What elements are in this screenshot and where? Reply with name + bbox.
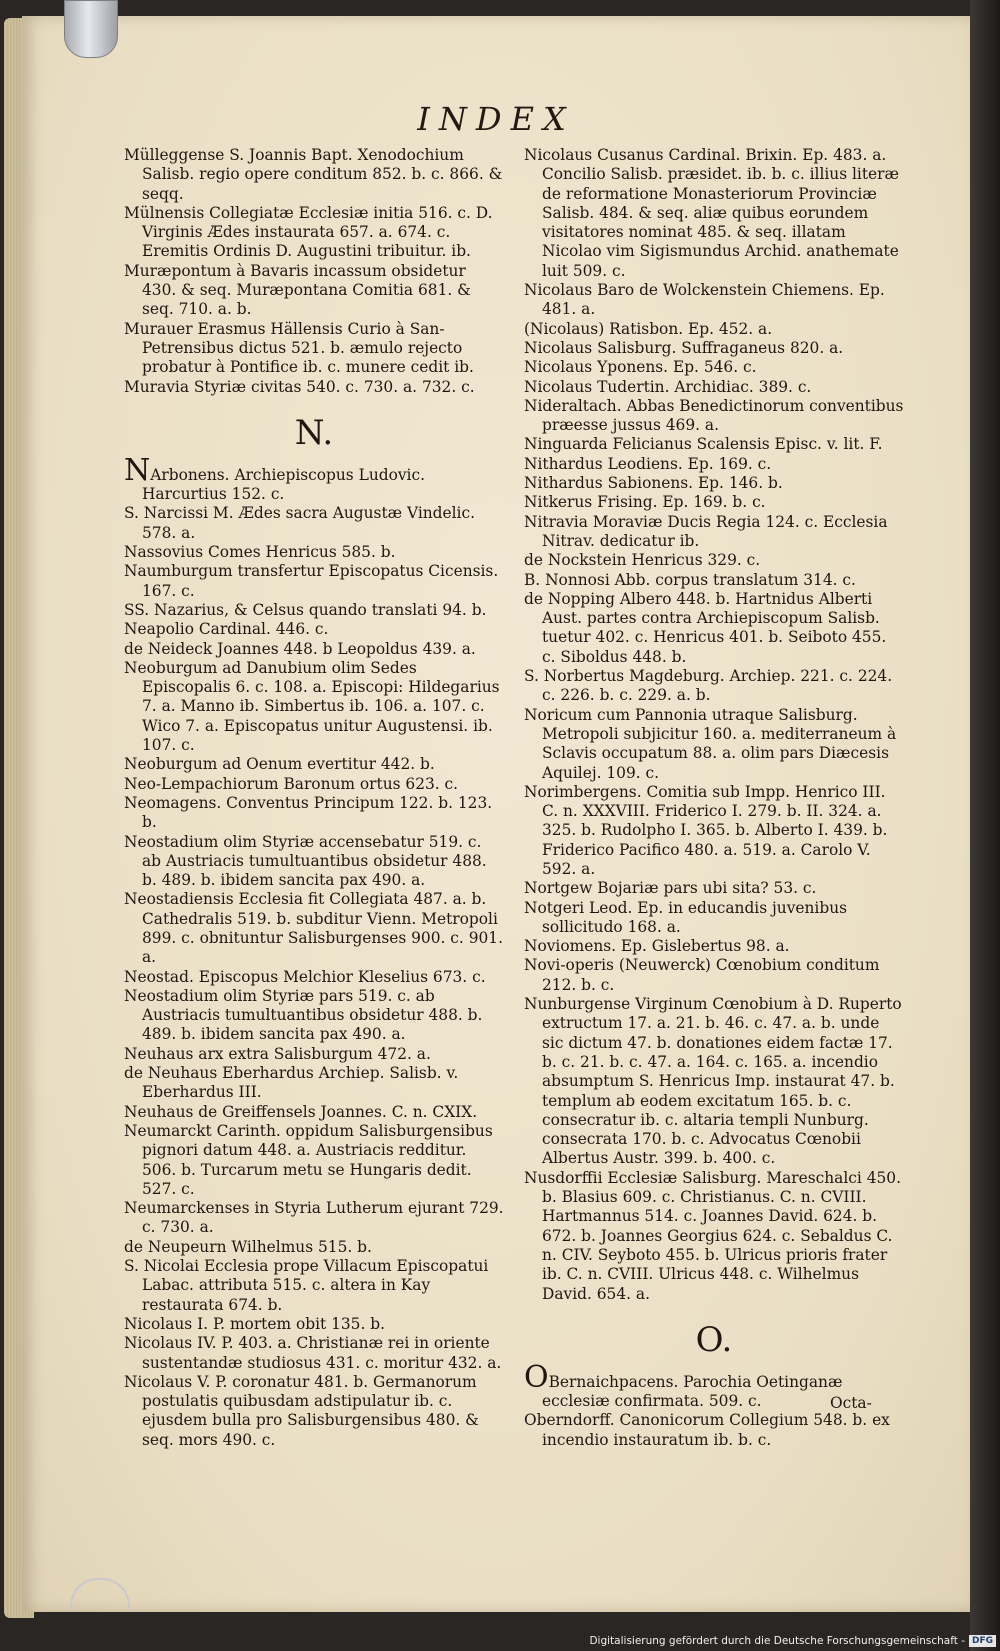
index-entry: Mülnensis Collegiatæ Ecclesiæ initia 516. c. D. Virginis Ædes instaurata 657. a. 674. c. Eremitis Ordinis D. Augustini tribuitur. ib.	[124, 203, 493, 261]
index-entry: Nicolaus Baro de Wolckenstein Chiemens. Ep. 481. a.	[524, 281, 885, 319]
index-entry: Mülleggense S. Joannis Bapt. Xenodochium Salisb. regio opere conditum 852. b. c. 866. & seqq.	[124, 146, 503, 203]
entry-text: Arbonens. Archiepiscopus Ludovic. Harcurtius 152. c.	[142, 465, 425, 504]
index-entry: Neostad. Episcopus Melchior Kleselius 673. c.	[124, 967, 486, 986]
index-entry: Neomagens. Conventus Principum 122. b. 123. b.	[124, 793, 493, 832]
footer-text: Digitalisierung gefördert durch die Deutsche Forschungsgemeinschaft -	[589, 1635, 965, 1647]
index-entry: Neoburgum ad Oenum evertitur 442. b.	[124, 755, 435, 774]
index-entry: Notgeri Leod. Ep. in educandis juvenibus sollicitudo 168. a.	[524, 898, 848, 936]
dfg-logo-icon: DFG	[969, 1635, 996, 1647]
index-entry: Nicolaus Cusanus Cardinal. Brixin. Ep. 483. a. Concilio Salisb. præsidet. ib. b. c. illius literæ de reformatione Monasteriorum Provinciæ Salisb. 484. & seq. aliæ quibus eorundem visitatores nominat 485. & seq. illatam Nicolao vim Sigismundus Archid. anathemate luit 509. c.	[524, 146, 899, 280]
digitization-footer	[560, 1632, 996, 1650]
index-entry: Nithardus Sabionens. Ep. 146. b.	[524, 474, 783, 493]
index-entry: Neumarckt Carinth. oppidum Salisburgensibus pignori datum 448. a. Austriacis redditur. 506. b. Turcarum metu se Hungaris dedit. 527. c.	[124, 1121, 493, 1198]
index-entry: de Nockstein Henricus 329. c.	[524, 551, 761, 570]
entry-text: Bernaichpacens. Parochia Oetinganæ ecclesiæ confirmata. 509. c.	[542, 1372, 843, 1411]
index-entry: B. Nonnosi Abb. corpus translatum 314. c.	[524, 570, 856, 589]
dark-margin	[970, 0, 1000, 1651]
index-entry: Nusdorffii Ecclesiæ Salisburg. Mareschalci 450. b. Blasius 609. c. Christianus. C. n. CVIII. Hartmannus 514. c. Joannes David. 624. b. 672. b. Joannes Georgius 624. c. Sebaldus C. n. CIV. Seyboto 455. b. Ulricus prioris frater ib. C. n. CVIII. Ulricus 448. c. Wilhelmus David. 654. a.	[524, 1168, 901, 1303]
index-entry: Ninguarda Felicianus Scalensis Episc. v. lit. F.	[524, 435, 883, 454]
index-entry: de Neuhaus Eberhardus Archiep. Salisb. v. Eberhardus III.	[124, 1064, 459, 1102]
page-title: INDEX	[417, 100, 575, 138]
index-entry-narbonens	[124, 452, 504, 505]
entries-after-n	[124, 504, 504, 1450]
index-entry: S. Nicolai Ecclesia prope Villacum Episcopatui Labac. attributa 515. c. altera in Kay restaurata 674. b.	[124, 1257, 489, 1314]
index-entry: Nicolaus Tudertin. Archidiac. 389. c.	[524, 377, 812, 396]
index-entry: Norimbergens. Comitia sub Impp. Henrico III. C. n. XXXVIII. Friderico I. 279. b. II. 324. a. 325. b. Rudolpho I. 365. b. Alberto I. 439. b. Friderico Pacifico 480. a. 519. a. Carolo V. 592. a.	[524, 782, 888, 878]
index-entry: Nideraltach. Abbas Benedictinorum conventibus præesse jussus 469. a.	[524, 396, 904, 435]
index-entry: Nicolaus V. P. coronatur 481. b. Germanorum postulatis quibusdam adstipulatur ib. c. ejusdem bulla pro Salisburgensibus 480. & seq. mors 490. c.	[124, 1372, 479, 1449]
index-entry: SS. Nazarius, & Celsus quando translati 94. b.	[124, 600, 487, 619]
page-clip	[64, 0, 118, 58]
index-entry: (Nicolaus) Ratisbon. Ep. 452. a.	[524, 319, 773, 338]
index-entry: Nunburgense Virginum Cœnobium à D. Ruperto extructum 17. a. 21. b. 46. c. 47. a. b. unde sic dictum 47. b. donationes eidem factæ 17. b. c. 21. b. c. 47. a. 164. c. 165. a. incendio absumptum S. Henricus Imp. instaurat 47. b. templum ab eodem excitatum 165. b. c. consecratur ib. c. altaria templi Nunburg. consecrata 170. b. c. Advocatus Cœnobii Albertus Austr. 399. b. 400. c.	[524, 995, 902, 1168]
entries-before-o	[524, 146, 904, 1304]
index-entry: Neostadium olim Styriæ pars 519. c. ab Austriacis tumultuantibus obsidetur 488. b. 489. b. ibidem sancita pax 490. a.	[124, 986, 483, 1044]
index-entry: de Neideck Joannes 448. b Leopoldus 439. a.	[124, 639, 476, 658]
index-entry: Neapolio Cardinal. 446. c.	[124, 620, 329, 639]
index-entry: Murauer Erasmus Hällensis Curio à San-Petrensibus dictus 521. b. æmulo rejecto probatur à Pontifice ib. c. munere cedit ib.	[124, 319, 474, 377]
index-entry: Neuhaus arx extra Salisburgum 472. a.	[124, 1044, 431, 1063]
index-entry: Neostadium olim Styriæ accensebatur 519. c. ab Austriacis tumultuantibus obsidetur 488. b. 489. b. ibidem sancita pax 490. a.	[124, 832, 487, 890]
catchword: Octa-	[830, 1394, 872, 1412]
index-entry: Muræpontum à Bavaris incassum obsidetur 430. & seq. Muræpontana Comitia 681. & seq. 710. a. b.	[124, 261, 471, 319]
index-entry: Neostadiensis Ecclesia fit Collegiata 487. a. b. Cathedralis 519. b. subditur Vienn. Metropoli 899. c. obnituntur Salisburgenses 900. c. 901. a.	[124, 890, 503, 967]
index-entry: Neoburgum ad Danubium olim Sedes Episcopalis 6. c. 108. a. Episcopi: Hildegarius 7. a. Manno ib. Simbertus ib. 106. a. 107. c. Wico 7. a. Episcopatus unitur Augustensi. ib. 107. c.	[124, 658, 500, 755]
entries-after-o	[524, 1411, 904, 1450]
index-entry: S. Norbertus Magdeburg. Archiep. 221. c. 224. c. 226. b. c. 229. a. b.	[524, 667, 893, 705]
index-entry: Novi-operis (Neuwerck) Cœnobium conditum 212. b. c.	[524, 956, 880, 994]
index-entry: Nicolaus I. P. mortem obit 135. b.	[124, 1314, 385, 1333]
index-entry: de Nopping Albero 448. b. Hartnidus Alberti Aust. partes contra Archiepiscopum Salisb. tuetur 402. c. Henricus 401. b. Seiboto 455. c. Siboldus 448. b.	[524, 589, 887, 666]
index-entry: Neuhaus de Greiffensels Joannes. C. n. CXIX.	[124, 1102, 478, 1121]
index-entry: Noviomens. Ep. Gislebertus 98. a.	[524, 937, 790, 956]
index-entry: Nicolaus Salisburg. Suffraganeus 820. a.	[524, 338, 844, 357]
index-entry: Nortgew Bojariæ pars ubi sita? 53. c.	[524, 879, 817, 898]
index-entry: Nicolaus IV. P. 403. a. Christianæ rei in oriente sustentandæ studiosus 431. c. moritur 432. a.	[124, 1334, 502, 1372]
index-entry: Noricum cum Pannonia utraque Salisburg. Metropoli subjicitur 160. a. mediterraneum à Sclavis occupatum 88. a. olim pars Diæcesis Aquilej. 109. c.	[524, 705, 897, 782]
entries-before-n	[124, 146, 504, 397]
index-entry: Nitravia Moraviæ Ducis Regia 124. c. Ecclesia Nitrav. dedicatur ib.	[524, 512, 888, 550]
index-entry: Neo-Lempachiorum Baronum ortus 623. c.	[124, 774, 459, 793]
book-page	[22, 16, 970, 1612]
index-entry: Nicolaus Yponens. Ep. 546. c.	[524, 358, 757, 377]
letter-heading-n: N.	[294, 412, 334, 453]
right-column	[524, 146, 904, 1450]
drop-cap-o: O	[524, 1359, 549, 1395]
index-entry: Neumarckenses in Styria Lutherum ejurant 729. c. 730. a.	[124, 1199, 504, 1237]
index-entry: Nitkerus Frising. Ep. 169. b. c.	[524, 493, 766, 512]
drop-cap-n: N	[124, 452, 151, 488]
index-entry: de Neupeurn Wilhelmus 515. b.	[124, 1237, 372, 1256]
letter-heading-o: O.	[695, 1319, 733, 1360]
index-entry: Nassovius Comes Henricus 585. b.	[124, 543, 396, 562]
index-entry: Oberndorff. Canonicorum Collegium 548. b. ex incendio instauratum ib. b. c.	[524, 1411, 890, 1449]
index-entry: Naumburgum transfertur Episcopatus Cicensis. 167. c.	[124, 562, 499, 600]
left-column	[124, 146, 504, 1450]
index-entry: Nithardus Leodiens. Ep. 169. c.	[524, 454, 772, 473]
index-entry: S. Narcissi M. Ædes sacra Augustæ Vindelic. 578. a.	[124, 504, 475, 542]
index-entry: Muravia Styriæ civitas 540. c. 730. a. 732. c.	[124, 377, 475, 396]
